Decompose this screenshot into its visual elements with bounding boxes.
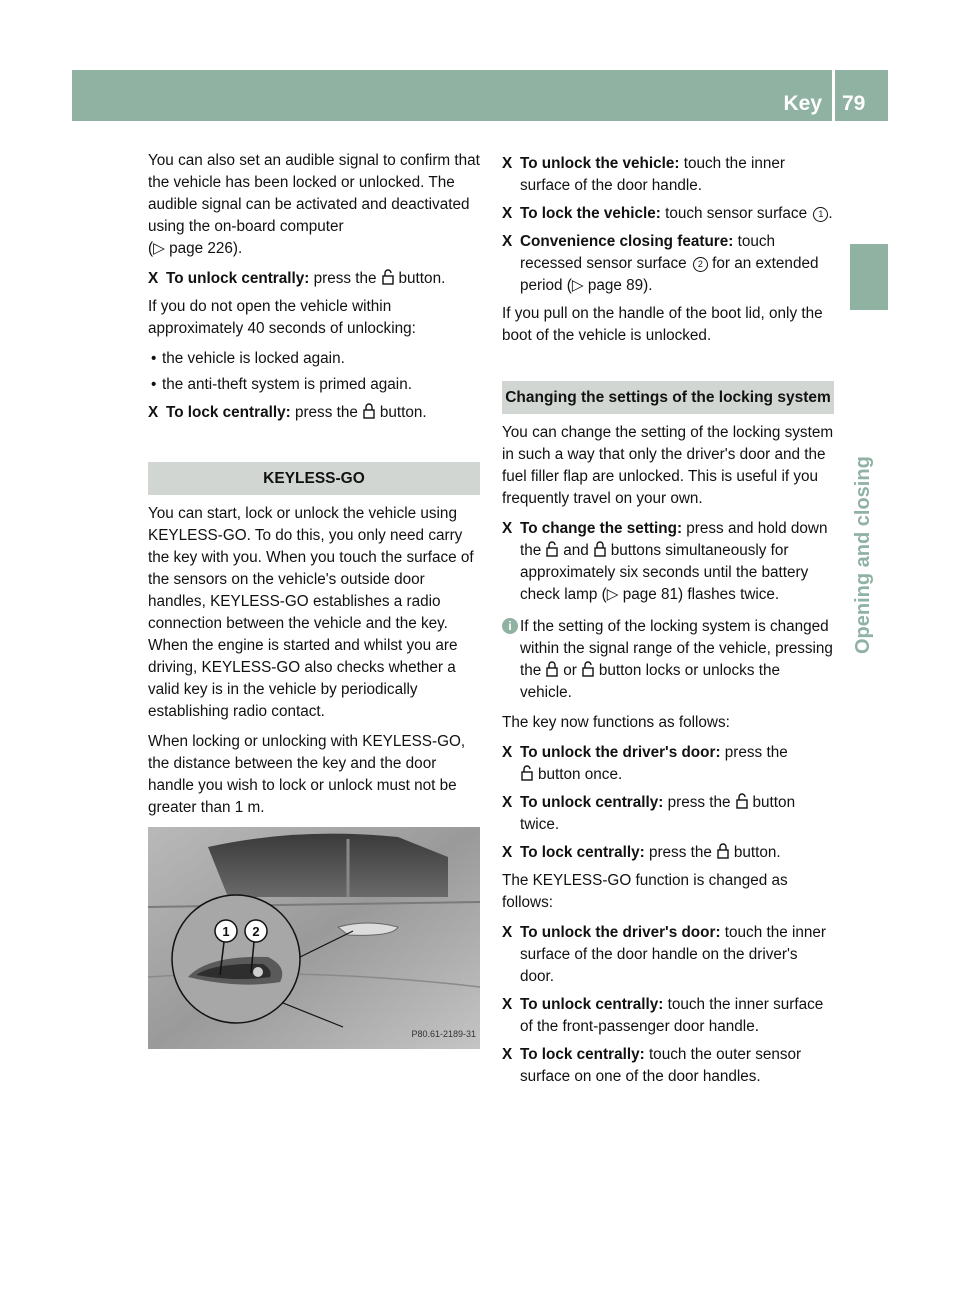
step-label: To lock centrally: — [520, 844, 645, 861]
step-text: button. — [733, 844, 781, 861]
paragraph-boot: If you pull on the handle of the boot lid, only the boot of the vehicle is unlocked. — [502, 305, 823, 344]
step-label: To unlock the driver's door: — [520, 924, 721, 941]
callout-ref-icon: 2 — [693, 257, 708, 272]
step-text: button once. — [538, 766, 623, 783]
step-arrow-icon: X — [148, 270, 159, 287]
step-label: To unlock the vehicle: — [520, 155, 680, 172]
step-text: press the — [313, 270, 377, 287]
bullet-text: the vehicle is locked again. — [162, 350, 345, 367]
step-arrow-icon: X — [148, 404, 159, 421]
right-column — [502, 153, 834, 1094]
step-label: To unlock centrally: — [520, 996, 664, 1013]
step-arrow-icon: X — [502, 1046, 513, 1063]
step-text: and — [563, 542, 589, 559]
bullet-text: the anti-theft system is primed again. — [162, 376, 412, 393]
bullet-icon: • — [151, 376, 157, 393]
step-label: To lock the vehicle: — [520, 205, 661, 222]
step-lock-centrally-key — [502, 842, 834, 864]
step-text: press the — [724, 744, 788, 761]
info-icon: i — [502, 618, 518, 634]
step-text: buttons simultaneously for approximately six seconds until the battery check lamp (▷ page 81) flashes twice. — [520, 542, 809, 603]
step-text: button. — [379, 404, 427, 421]
paragraph-change-settings: You can change the setting of the locking system in such a way that only the driver's door and the fuel filler flap are unlocked. This is useful if you frequently travel on your own. — [502, 424, 834, 507]
step-unlock-vehicle — [502, 153, 834, 197]
step-text: touch the inner surface of the door handle. — [520, 155, 785, 194]
step-arrow-icon: X — [502, 744, 513, 761]
step-label: To unlock centrally: — [166, 270, 310, 287]
step-arrow-icon: X — [502, 205, 513, 222]
lock-button-icon — [545, 661, 559, 677]
lock-button-icon — [593, 541, 607, 557]
step-text: press the — [294, 404, 358, 421]
section-heading-keyless-go: KEYLESS-GO — [148, 462, 480, 495]
step-label: To unlock the driver's door: — [520, 744, 721, 761]
page-number: 79 — [842, 92, 866, 115]
callout-ref-icon: 1 — [813, 207, 828, 222]
page-header-title: Key — [783, 92, 822, 115]
side-tab-block — [850, 244, 888, 310]
step-label: To unlock centrally: — [520, 794, 664, 811]
step-unlock-centrally-keyless — [502, 994, 834, 1038]
info-text: or — [563, 662, 577, 679]
figure-code: P80.61-2189-31 — [411, 1029, 476, 1039]
step-label: To change the setting: — [520, 520, 683, 537]
step-lock-vehicle: X To lock the vehicle: touch sensor surface 1 . — [502, 203, 834, 225]
step-lock-centrally — [148, 402, 480, 424]
side-tab-label: Opening and closing — [852, 456, 874, 654]
step-lock-centrally-keyless — [502, 1044, 834, 1088]
step-text: press the — [667, 794, 731, 811]
unlock-button-icon — [581, 661, 595, 677]
section-heading-locking-settings: Changing the settings of the locking system — [502, 381, 834, 414]
bullet-item — [148, 348, 480, 370]
bullet-icon: • — [151, 350, 157, 367]
step-change-setting — [502, 518, 834, 606]
unlock-button-icon — [381, 269, 395, 285]
left-column — [148, 150, 480, 1049]
unlock-button-icon — [520, 765, 534, 781]
intro-text: You can also set an audible signal to confirm that the vehicle has been locked or unlocked. The audible signal can be activated and deactivated using the on-board computer — [148, 152, 480, 235]
lock-button-icon — [362, 403, 376, 419]
intro-paragraph — [148, 150, 480, 260]
step-text: touch the inner surface of the front-passenger door handle. — [520, 996, 824, 1035]
step-arrow-icon: X — [502, 520, 513, 537]
step-label: Convenience closing feature: — [520, 233, 734, 250]
callout-2: 2 — [252, 924, 260, 939]
step-unlock-centrally-key — [502, 792, 834, 836]
bullet-item — [148, 374, 480, 396]
paragraph-key-functions: The key now functions as follows: — [502, 714, 730, 731]
step-unlock-drivers-door-keyless — [502, 922, 834, 988]
step-arrow-icon: X — [502, 794, 513, 811]
step-text: button. — [398, 270, 446, 287]
info-text: If the setting of the locking system is changed within the signal range of the vehicle, pressing the — [520, 618, 833, 679]
step-label: To lock centrally: — [166, 404, 291, 421]
step-unlock-drivers-door-key — [502, 742, 834, 786]
step-text: for an extended period (▷ page 89). — [520, 255, 819, 294]
step-text: touch recessed sensor surface — [520, 233, 776, 272]
unlock-button-icon — [545, 541, 559, 557]
step-arrow-icon: X — [502, 924, 513, 941]
unlock-button-icon — [735, 793, 749, 809]
paragraph-timeout: If you do not open the vehicle within approximately 40 seconds of unlocking: — [148, 298, 416, 337]
step-convenience-closing — [502, 231, 834, 297]
keyless-go-paragraph-1: You can start, lock or unlock the vehicle using KEYLESS-GO. To do this, you only need carry the key with you. When you touch the surface of the sensors on the vehicle's outside door handles, KEYLESS-GO establishes a radio connection between the vehicle and the key. When the engine is started and whilst you are driving, KEYLESS-GO also checks whether a valid key is in the vehicle by periodically establishing radio contact. — [148, 505, 474, 720]
door-handle-figure — [148, 827, 480, 1049]
step-arrow-icon: X — [502, 844, 513, 861]
step-label: To lock centrally: — [520, 1046, 645, 1063]
step-text: button twice. — [520, 794, 796, 833]
step-text: press the — [648, 844, 712, 861]
intro-page-ref: (▷ page 226). — [148, 240, 243, 257]
step-arrow-icon: X — [502, 996, 513, 1013]
keyless-go-paragraph-2: When locking or unlocking with KEYLESS-GO, the distance between the key and the door handle you wish to lock or unlock must not be greater than 1 m. — [148, 733, 466, 816]
step-text: touch sensor surface — [665, 205, 808, 222]
header-divider — [832, 70, 835, 121]
step-text: touch the outer sensor surface on one of the door handles. — [520, 1046, 802, 1085]
info-note — [502, 616, 834, 704]
info-text: button locks or unlocks the vehicle. — [520, 662, 780, 701]
step-arrow-icon: X — [502, 233, 513, 250]
step-text: touch the inner surface of the door handle on the driver's door. — [520, 924, 826, 985]
step-unlock-centrally — [148, 268, 480, 290]
callout-1: 1 — [222, 924, 230, 939]
paragraph-keyless-change: The KEYLESS-GO function is changed as follows: — [502, 872, 788, 911]
step-text: press and hold down the — [520, 520, 828, 559]
lock-button-icon — [716, 843, 730, 859]
car-door-illustration — [148, 827, 480, 1049]
step-arrow-icon: X — [502, 155, 513, 172]
